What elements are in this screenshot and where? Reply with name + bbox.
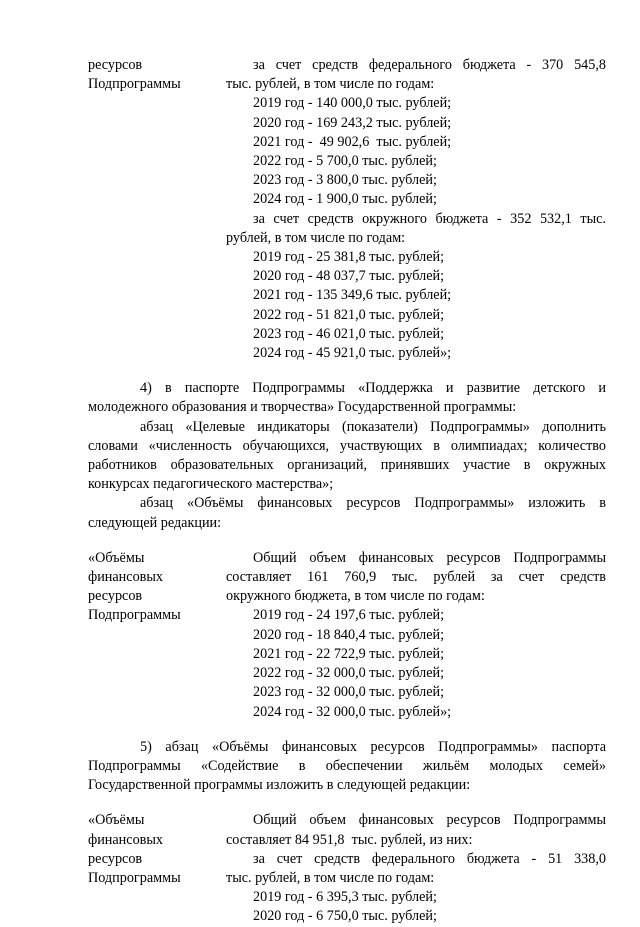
total-volume-line: Общий объем финансовых ресурсов Подпрограммы: [253, 812, 606, 829]
year-line: 2019 год - 24 197,6 тыс. рублей;: [253, 607, 445, 624]
table-2-left-column: [88, 549, 226, 722]
table-3-right-column: [226, 811, 606, 926]
paragraph-5: [88, 738, 606, 796]
table-2-right-column: [226, 549, 606, 722]
federal-budget-line: за счет средств федерального бюджета - 51 338,0: [253, 850, 606, 867]
total-volume-line: окружного бюджета, в том числе по годам:: [226, 588, 485, 605]
paragraph-line: работников образовательных организаций, принявших участие в окружных: [88, 457, 606, 474]
paragraph-line: абзац «Объёмы финансовых ресурсов Подпрограммы» изложить в: [140, 495, 606, 512]
table-3-left-line: «Объёмы: [88, 812, 145, 829]
year-line: 2019 год - 140 000,0 тыс. рублей;: [253, 95, 452, 112]
paragraph-line: следующей редакции:: [88, 514, 222, 531]
total-volume-line: составляет 161 760,9 тыс. рублей за счет средств: [226, 569, 606, 586]
table-1-left-line: ресурсов: [88, 57, 143, 73]
okrug-budget-line: за счет средств окружного бюджета - 352 532,1 тыс.: [253, 210, 606, 227]
paragraph-4: [88, 379, 606, 533]
table-3-left-line: Подпрограммы: [88, 869, 181, 886]
table-1-left-column: [88, 56, 226, 363]
table-3-left-line: финансовых: [88, 831, 163, 848]
table-2-left-line: Подпрограммы: [88, 607, 181, 624]
paragraph-line: молодежного образования и творчества» Государственной программы:: [88, 399, 517, 416]
total-volume-line: составляет 84 951,8 тыс. рублей, из них:: [226, 831, 473, 848]
table-2-left-line: финансовых: [88, 569, 163, 586]
table-1-right-column: [226, 56, 606, 363]
year-line: 2023 год - 32 000,0 тыс. рублей;: [253, 684, 445, 701]
table-3-left-column: [88, 811, 226, 926]
year-line: 2022 год - 5 700,0 тыс. рублей;: [253, 153, 437, 170]
finance-table-3: [88, 811, 606, 926]
paragraph-line: 5) абзац «Объёмы финансовых ресурсов Подпрограммы» паспорта: [140, 738, 606, 755]
year-line: 2019 год - 6 395,3 тыс. рублей;: [253, 889, 437, 906]
year-line: 2021 год - 135 349,6 тыс. рублей;: [253, 287, 452, 304]
table-3-left-line: ресурсов: [88, 850, 143, 867]
year-line: 2020 год - 169 243,2 тыс. рублей;: [253, 114, 452, 131]
year-line: 2023 год - 3 800,0 тыс. рублей;: [253, 172, 437, 189]
year-line: 2024 год - 1 900,0 тыс. рублей;: [253, 191, 437, 208]
paragraph-line: 4) в паспорте Подпрограммы «Поддержка и развитие детского и: [140, 380, 606, 397]
year-line: 2019 год - 25 381,8 тыс. рублей;: [253, 249, 445, 266]
paragraph-line: абзац «Целевые индикаторы (показатели) Подпрограммы» дополнить: [140, 418, 606, 435]
year-line: 2020 год - 6 750,0 тыс. рублей;: [253, 908, 437, 925]
okrug-budget-line: рублей, в том числе по годам:: [226, 229, 406, 246]
federal-budget-line: за счет средств федерального бюджета - 370 545,8: [253, 57, 606, 73]
paragraph-line: конкурсах педагогического мастерства»;: [88, 476, 334, 493]
paragraph-line: Подпрограммы «Содействие в обеспечении жильём молодых семей»: [88, 757, 606, 774]
year-line: 2020 год - 48 037,7 тыс. рублей;: [253, 268, 445, 285]
table-1-left-line: Подпрограммы: [88, 76, 181, 93]
year-line: 2024 год - 45 921,0 тыс. рублей»;: [253, 345, 452, 362]
year-line: 2023 год - 46 021,0 тыс. рублей;: [253, 325, 445, 342]
federal-budget-line: тыс. рублей, в том числе по годам:: [226, 869, 435, 886]
paragraph-line: словами «численность обучающихся, участвующих в олимпиадах; количество: [88, 437, 606, 454]
table-2-left-line: ресурсов: [88, 588, 143, 605]
document-page: [88, 56, 606, 927]
total-volume-line: Общий объем финансовых ресурсов Подпрограммы: [253, 549, 606, 566]
year-line: 2020 год - 18 840,4 тыс. рублей;: [253, 626, 445, 643]
finance-table-2: [88, 549, 606, 722]
year-line: 2022 год - 32 000,0 тыс. рублей;: [253, 665, 445, 682]
finance-table-1: [88, 56, 606, 363]
year-line: 2022 год - 51 821,0 тыс. рублей;: [253, 306, 445, 323]
federal-budget-line: тыс. рублей, в том числе по годам:: [226, 76, 435, 93]
year-line: 2024 год - 32 000,0 тыс. рублей»;: [253, 703, 452, 720]
year-line: 2021 год - 49 902,6 тыс. рублей;: [253, 133, 452, 150]
year-line: 2021 год - 22 722,9 тыс. рублей;: [253, 645, 445, 662]
paragraph-line: Государственной программы изложить в следующей редакции:: [88, 777, 471, 794]
table-2-left-line: «Объёмы: [88, 549, 145, 566]
